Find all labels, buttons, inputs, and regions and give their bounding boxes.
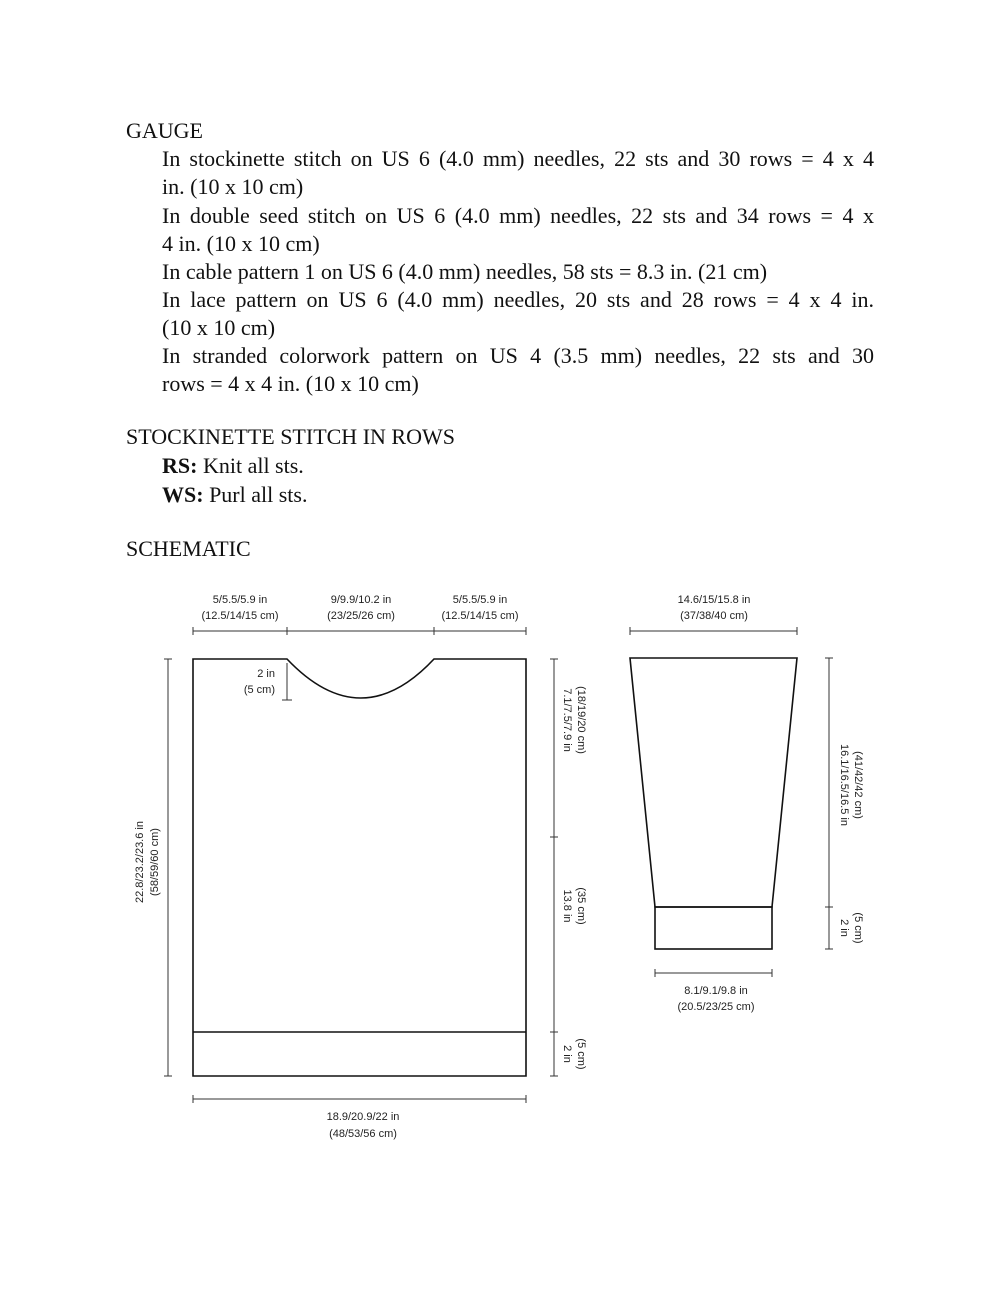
gauge-line-2a: In double seed stitch on US 6 (4.0 mm) needles, 22 sts and 34 rows = 4 x — [162, 203, 874, 228]
gauge-line-3: In cable pattern 1 on US 6 (4.0 mm) needles, 58 sts = 8.3 in. (21 cm) — [162, 259, 768, 284]
gauge-heading: GAUGE — [126, 118, 203, 143]
shoulder-left-cm: (12.5/14/15 cm) — [201, 610, 279, 622]
ws-label: WS: — [162, 482, 204, 507]
sleeve-length-in: 16.1/16.5/16.5 in — [838, 744, 850, 826]
sleeve-top-cm: (37/38/40 cm) — [680, 610, 748, 622]
hem-length-in: 2 in — [561, 1045, 573, 1063]
hem-length-cm: (5 cm) — [575, 1038, 587, 1070]
ws-text: Purl all sts. — [209, 482, 308, 507]
sleeve-length-cm: (41/42/42 cm) — [852, 751, 864, 819]
neck-depth-in: 2 in — [257, 668, 275, 680]
gauge-line-2b: 4 in. (10 x 10 cm) — [162, 231, 320, 256]
total-length-cm: (58/59/60 cm) — [149, 828, 161, 896]
neck-width-in: 9/9.9/10.2 in — [330, 594, 392, 606]
total-length-in: 22.8/23.2/23.6 in — [134, 821, 146, 903]
body-length-cm: (35 cm) — [575, 887, 587, 925]
neck-depth-cm: (5 cm) — [243, 684, 275, 696]
gauge-line-4b: (10 x 10 cm) — [162, 315, 276, 340]
sleeve-outline — [630, 658, 797, 907]
body-width-in: 18.9/20.9/22 in — [326, 1111, 400, 1123]
armhole-length-cm: (18/19/20 cm) — [575, 686, 587, 754]
schematic-heading: SCHEMATIC — [126, 536, 251, 561]
sleeve-bottom-cm: (20.5/23/25 cm) — [677, 1001, 755, 1013]
gauge-line-4a: In lace pattern on US 6 (4.0 mm) needles, 20 sts and 28 rows = 4 x 4 in. — [162, 287, 874, 312]
shoulder-right-cm: (12.5/14/15 cm) — [441, 610, 519, 622]
sleeve-top-in: 14.6/15/15.8 in — [677, 594, 751, 606]
rs-text: Knit all sts. — [202, 453, 304, 478]
body-length-in: 13.8 in — [561, 889, 573, 923]
stockinette-heading: STOCKINETTE STITCH IN ROWS — [126, 424, 455, 449]
body-width-cm: (48/53/56 cm) — [329, 1128, 397, 1140]
gauge-line-5a: In stranded colorwork pattern on US 4 (3.5 mm) needles, 22 sts and 30 — [162, 343, 874, 368]
body-panel-outline — [193, 659, 526, 1076]
armhole-length-in: 7.1/7.5/7.9 in — [561, 688, 573, 752]
gauge-line-1a: In stockinette stitch on US 6 (4.0 mm) needles, 22 sts and 30 rows = 4 x 4 — [162, 146, 874, 171]
shoulder-left-in: 5/5.5/5.9 in — [212, 594, 268, 606]
rs-label: RS: — [162, 453, 198, 478]
cuff-length-cm: (5 cm) — [852, 912, 864, 944]
neck-width-cm: (23/25/26 cm) — [327, 610, 395, 622]
sleeve-bottom-in: 8.1/9.1/9.8 in — [684, 985, 748, 997]
gauge-line-1b: in. (10 x 10 cm) — [162, 174, 304, 199]
sleeve-cuff — [655, 907, 772, 949]
gauge-line-5b: rows = 4 x 4 in. (10 x 10 cm) — [162, 371, 419, 396]
shoulder-right-in: 5/5.5/5.9 in — [452, 594, 508, 606]
cuff-length-in: 2 in — [838, 919, 850, 937]
